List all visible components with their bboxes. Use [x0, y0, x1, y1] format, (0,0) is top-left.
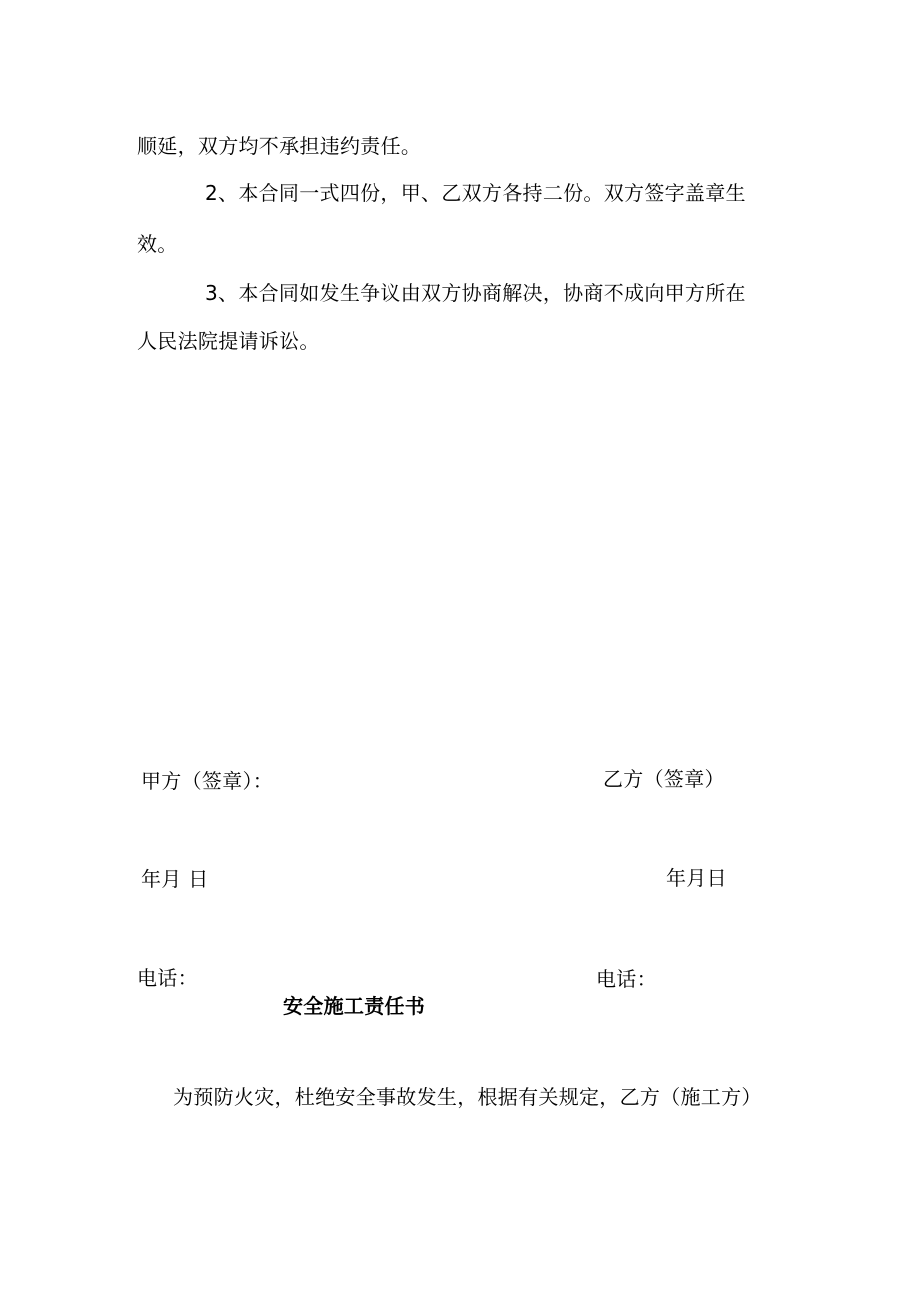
section-intro: 为预防火灾，杜绝安全事故发生，根据有关规定，乙方（施工方） — [173, 1085, 762, 1109]
clause-3: 3、本合同如发生争议由双方协商解决，协商不成向甲方所在 — [205, 281, 746, 305]
clause-continuation: 顺延，双方均不承担违约责任。 — [137, 134, 422, 158]
party-b-signature-label: 乙方（签章） — [603, 767, 725, 791]
party-a-signature-label: 甲方（签章）： — [141, 769, 274, 793]
party-b-phone-label: 电话： — [596, 967, 657, 991]
party-b-date-label: 年月日 — [666, 866, 727, 890]
clause-2-continuation: 效。 — [137, 232, 178, 256]
clause-3-continuation: 人民法院提请诉讼。 — [137, 329, 320, 353]
party-a-date-label: 年月 日 — [141, 867, 209, 891]
section-title: 安全施工责任书 — [283, 994, 426, 1018]
clause-2: 2、本合同一式四份，甲、乙双方各持二份。双方签字盖章生 — [205, 181, 746, 205]
party-a-phone-label: 电话： — [137, 966, 198, 990]
